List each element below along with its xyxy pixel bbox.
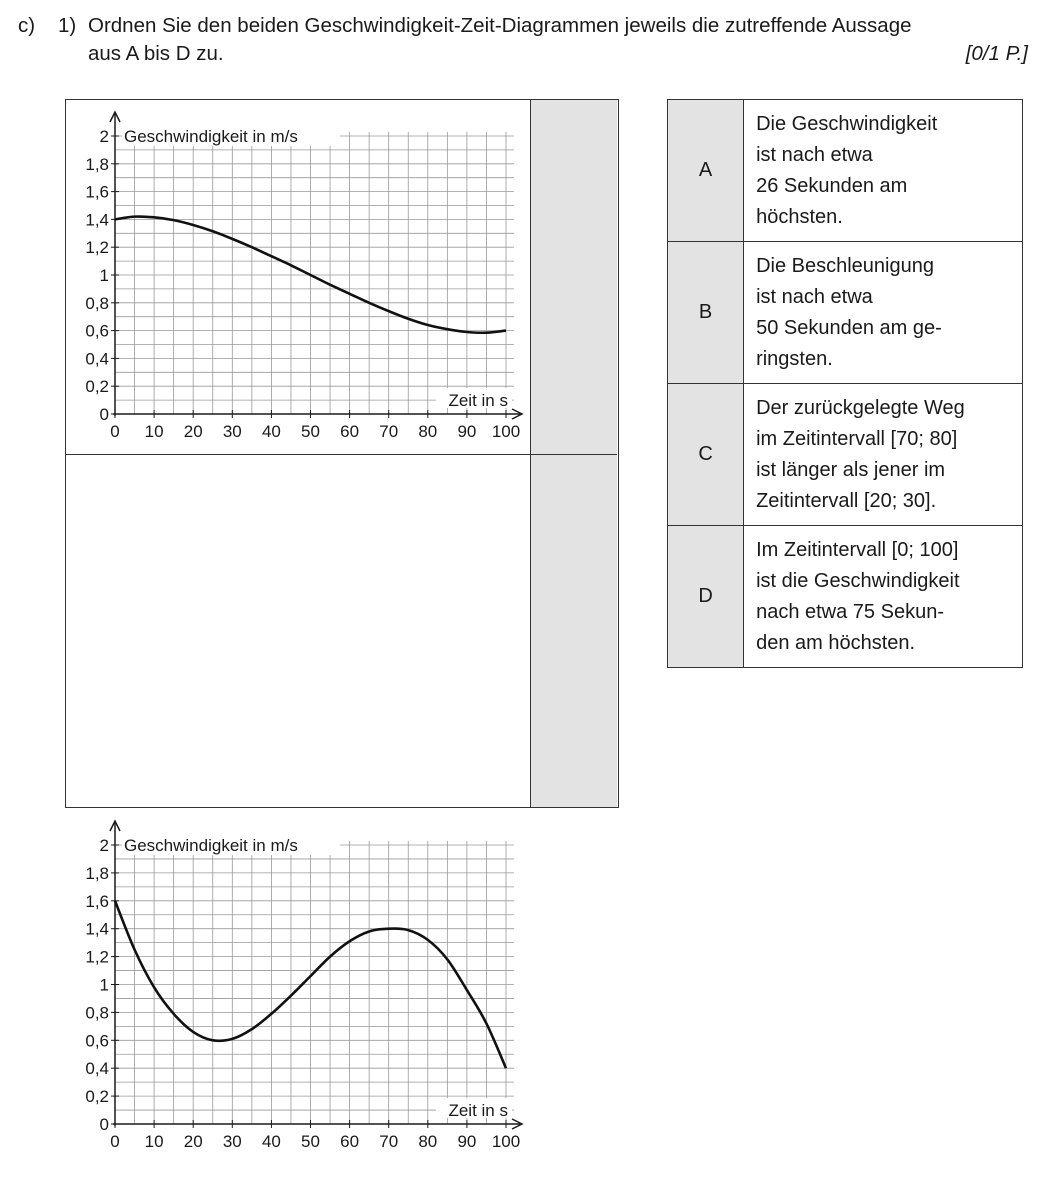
y-tick-label: 1,4 [85,919,109,939]
x-tick-label: 100 [491,1132,521,1151]
y-tick-label: 0,4 [85,1059,109,1079]
option-text-line: Im Zeitintervall [0; 100] [756,538,959,561]
y-tick-label: 1,6 [85,891,109,911]
x-tick-label: 40 [261,422,281,441]
x-tick-label: 0 [110,1132,120,1151]
x-axis-label: Zeit in s [448,1101,508,1120]
option-text-line: Zeitintervall [20; 30]. [756,489,937,512]
option-text [744,100,1023,242]
y-tick-label: 2 [99,127,109,146]
x-tick-label: 20 [183,1132,203,1151]
x-tick-label: 30 [222,422,242,441]
x-tick-label: 100 [491,422,521,441]
x-tick-label: 10 [144,1132,164,1151]
option-text-line: ist nach etwa [756,143,873,166]
task-instruction-line2: aus A bis D zu. [88,42,224,65]
option-row-c [668,384,1023,526]
option-text-line: 26 Sekunden am [756,174,908,197]
option-row-a [668,100,1023,242]
y-tick-label: 0,6 [85,1031,109,1051]
task-number: 1) [58,14,77,37]
option-text-line: ist die Geschwindigkeit [756,569,960,592]
x-tick-label: 50 [301,422,320,441]
x-tick-label: 70 [379,422,399,441]
option-row-b [668,242,1023,384]
y-tick-label: 0,2 [85,377,109,397]
answer-box-2[interactable] [531,455,617,807]
x-tick-label: 40 [261,1132,281,1151]
graph-answer-table [65,99,619,1151]
task-points: [0/1 P.] [965,42,1028,65]
option-text-line: ist länger als jener im [756,458,946,481]
option-text-line: im Zeitintervall [70; 80] [756,427,958,450]
x-tick-label: 20 [183,422,203,441]
option-text-line: Die Beschleunigung [756,254,934,277]
y-tick-label: 0,8 [85,1003,109,1023]
x-tick-label: 80 [418,1132,438,1151]
y-tick-label: 0,8 [85,293,109,313]
y-tick-label: 1 [99,266,109,285]
y-axis-label: Geschwindigkeit in m/s [124,836,298,855]
y-tick-label: 2 [99,836,109,855]
task-part-label: c) [18,14,36,37]
y-tick-label: 1,2 [85,947,109,967]
option-letter: B [668,242,744,384]
y-tick-label: 0 [99,1115,109,1134]
task-instruction-line1: Ordnen Sie den beiden Geschwindigkeit-Zeit-Diagrammen jeweils die zutreffende Aussage [88,14,912,37]
y-tick-label: 1,2 [85,238,109,258]
option-letter: D [668,526,744,668]
x-tick-label: 30 [222,1132,242,1151]
option-text-line: höchsten. [756,205,843,228]
options-table [667,99,1023,668]
option-text-line: ist nach etwa [756,285,873,308]
x-tick-label: 70 [379,1132,399,1151]
graph-cell-2 [66,455,531,1151]
x-tick-label: 60 [340,1132,360,1151]
y-tick-label: 1 [99,975,109,995]
option-text-line: Der zurückgelegte Weg [756,396,965,419]
y-tick-label: 1,6 [85,182,109,202]
option-text-line: 50 Sekunden am ge- [756,316,942,339]
y-tick-label: 1,8 [85,863,109,883]
option-text-line: nach etwa 75 Sekun- [756,600,944,623]
option-text-line: den am höchsten. [756,631,916,654]
option-text [744,526,1023,668]
y-tick-label: 1,8 [85,154,109,174]
y-tick-label: 0,4 [85,349,109,369]
option-text-line: ringsten. [756,347,833,370]
option-text [744,384,1023,526]
y-tick-label: 1,4 [85,210,109,230]
option-row-d [668,526,1023,668]
x-tick-label: 90 [457,422,477,441]
x-tick-label: 90 [457,1132,477,1151]
y-axis-label: Geschwindigkeit in m/s [124,127,298,146]
x-tick-label: 80 [418,422,438,441]
y-tick-label: 0,6 [85,321,109,341]
option-letter: A [668,100,744,242]
x-tick-label: 0 [110,422,120,441]
x-tick-label: 10 [144,422,164,441]
x-tick-label: 50 [301,1132,320,1151]
y-tick-label: 0 [99,405,109,424]
y-tick-label: 0,2 [85,1087,109,1107]
x-tick-label: 60 [340,422,360,441]
option-text [744,242,1023,384]
x-axis-label: Zeit in s [448,391,508,410]
option-text-line: Die Geschwindigkeit [756,112,938,135]
option-letter: C [668,384,744,526]
